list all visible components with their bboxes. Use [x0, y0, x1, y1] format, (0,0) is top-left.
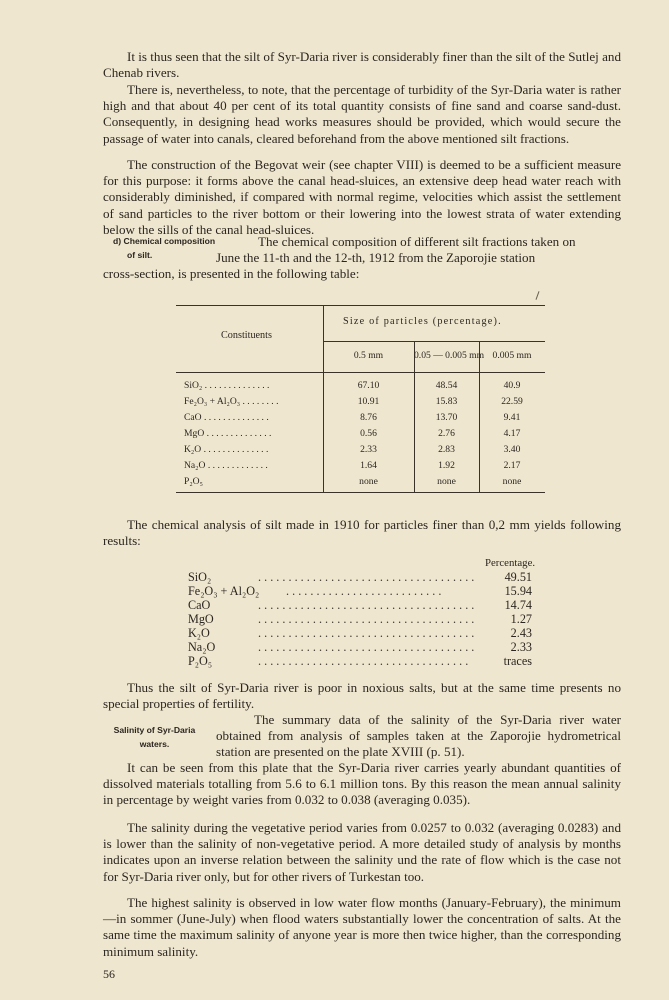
header-constituents: Constituents	[221, 330, 272, 341]
side-label-salinity: Salinity of Syr-Daria waters.	[113, 725, 196, 749]
table-row: SiO₂ . . . . . . . . . . . . . . 67.10 48.54 40.9	[184, 380, 521, 391]
list-item: CaO . . . . . . . . . . . . . . . . . . . . . . . . . . . . . . . . . . . . 14.74	[188, 598, 532, 612]
table-row: Na₂O . . . . . . . . . . . . . 1.64 1.92 2.17	[184, 460, 521, 471]
paragraph-composition-line-3: cross-section, is presented in the following table:	[103, 266, 360, 281]
table-row: P₂O₅ none none none	[184, 476, 522, 487]
header-col-0-005mm: 0.005 mm	[492, 350, 532, 361]
paragraph-dissolved-materials: It can be seen from this plate that the Syr-Daria river carries yearly abundant quantities of dissolved materials totalling from 5.6 to 6.1 million tons. By this reason the mean annual salinity in percentage by weight varies from 0.032 to 0.038 (averaging 0.035).	[103, 760, 621, 808]
header-col-0-5mm: 0.5 mm	[353, 350, 384, 361]
list-item: K₂O . . . . . . . . . . . . . . . . . . . . . . . . . . . . . . . . . . . . 2.43	[188, 626, 532, 640]
paragraph-highest-salinity: The highest salinity is observed in low water flow months (January-February), the minimum—in sommer (June-July) when flood waters substantially lower the concentration of salts. At the same time the maximum salinity of anyone year is more then twice higher, than the corresponding minimum salinity.	[103, 895, 621, 959]
paragraph-chemical-analysis: The chemical analysis of silt made in 1910 for particles finer than 0,2 mm yields following results:	[103, 517, 621, 549]
table-row: CaO . . . . . . . . . . . . . . 8.76 13.70 9.41	[184, 412, 521, 423]
page-number: 56	[103, 967, 115, 981]
list-item: SiO₂ . . . . . . . . . . . . . . . . . . . . . . . . . . . . . . . . . . . . 49.51	[188, 570, 532, 584]
paragraph-silt-comparison: It is thus seen that the silt of Syr-Daria river is considerably finer than the silt of the Sutlej and Chenab rivers.	[103, 49, 621, 81]
percentage-header: Percentage.	[485, 557, 536, 569]
paragraph-begovat-weir: The construction of the Begovat weir (see chapter VIII) is deemed to be a sufficient measure for this purpose: it forms above the canal head-sluices, an extensive deep head water reach with considerably diminished, if compared with normal regime, velocities which assist the settlement of sand particles to the river bottom or their lowering into the lowest strata of water extending below the sills of the canal head-sluices.	[103, 157, 621, 237]
paragraph-noxious-salts: Thus the silt of Syr-Daria river is poor in noxious salts, but at the same time presents no special properties of fertility.	[103, 680, 621, 712]
header-col-0-05-0-005mm: 0.05 — 0.005 mm	[414, 350, 485, 361]
list-item: Na₂O . . . . . . . . . . . . . . . . . . . . . . . . . . . . . . . . . . . . 2.33	[188, 640, 532, 654]
side-label-chemical-composition: d) Chemical composition of silt.	[113, 236, 216, 260]
paragraph-composition-line-2: June the 11-th and the 12-th, 1912 from the Zaporojie station	[216, 250, 536, 265]
silt-composition-table	[176, 305, 545, 493]
paragraph-composition-line-1: The chemical composition of different silt fractions taken on	[258, 234, 576, 249]
list-item: Fe₂O₃ + Al₂O₂ . . . . . . . . . . . . . . . . . . . . . . . . . . 15.94	[188, 584, 532, 598]
list-item: P₂O₅ . . . . . . . . . . . . . . . . . . . . . . . . . . . . . . . . . . . traces	[188, 654, 532, 668]
table-row: Fe₂O₃ + Al₂O₃ . . . . . . . . 10.91 15.83 22.59	[184, 396, 523, 407]
table-row: K₂O . . . . . . . . . . . . . . 2.33 2.83 3.40	[184, 444, 521, 455]
pencil-mark	[535, 291, 539, 300]
header-size-of-particles: Size of particles (percentage).	[343, 316, 502, 327]
table-row: MgO . . . . . . . . . . . . . . 0.56 2.76 4.17	[184, 428, 521, 439]
paragraph-vegetative-period: The salinity during the vegetative period varies from 0.0257 to 0.032 (averaging 0.0283) and is lower than the salinity of non-vegetative period. A more detailed study of analysis by months indicates upon an inverse relation between the salinity und the rate of flow which is the case not for Syr-Daria river only, but for other rivers of Turkestan too.	[103, 820, 621, 884]
paragraph-salinity-summary: The summary data of the salinity of the Syr-Daria river water obtained from analysis of samples taken at the Zaporojie hydrometrical station are presented on the plate XVIII (p. 51).	[216, 712, 621, 760]
paragraph-turbidity: There is, nevertheless, to note, that the percentage of turbidity of the Syr-Daria water is rather high and that about 40 per cent of its total quantity consists of fine sand and coarse sand-dust. Consequently, in designing head works measures should be provided, which would secure the passage of water into canals, cleared beforehand from the above mentioned silt fractions.	[103, 82, 621, 146]
list-item: MgO . . . . . . . . . . . . . . . . . . . . . . . . . . . . . . . . . . . . 1.27	[188, 612, 532, 626]
